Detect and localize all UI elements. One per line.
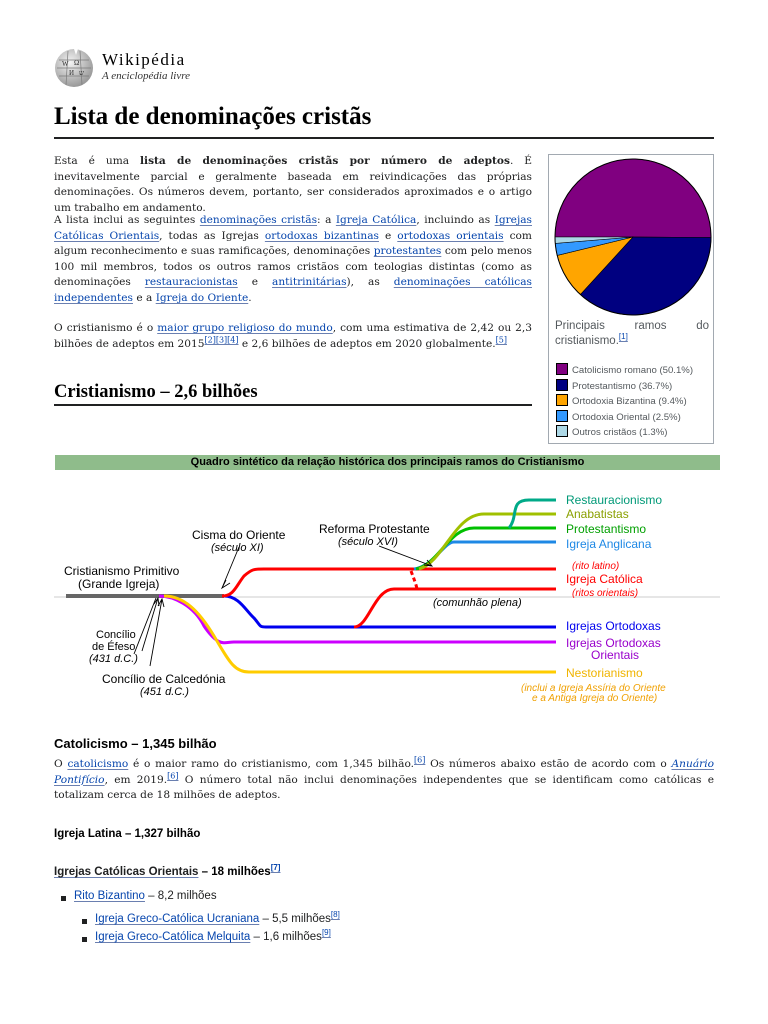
tagline: A enciclopédia livre [102, 70, 190, 82]
label-nestorianismo-note-2: e a Antiga Igreja do Oriente) [532, 693, 658, 704]
legend-item [556, 410, 681, 423]
legend-swatch [556, 363, 568, 375]
link-maior-grupo-religioso[interactable]: maior grupo religioso do mundo [157, 322, 333, 334]
infobox [548, 154, 714, 444]
label-anglicana: Igreja Anglicana [566, 537, 652, 551]
reference-6[interactable]: [6] [414, 755, 426, 765]
link-igreja-catolica[interactable]: Igreja Católica [335, 214, 417, 226]
reference-8[interactable]: [8] [330, 910, 340, 920]
legend-label: Outros cristãos (1.3%) [572, 427, 668, 438]
svg-text:Ω: Ω [74, 59, 80, 67]
legend-swatch [556, 394, 568, 406]
link-denominacoes-catolicas-independentes[interactable]: denominações católicas independentes [54, 276, 532, 304]
link-denominacoes-cristas[interactable]: denominações cristãs [199, 214, 318, 226]
label-cisma: Cisma do Oriente [192, 528, 286, 542]
reference-9[interactable]: [9] [321, 928, 331, 938]
link-rito-bizantino[interactable]: Rito Bizantino [74, 890, 145, 902]
reference-1[interactable]: [1] [618, 332, 628, 342]
label-cisma-date: (século XI) [211, 542, 264, 554]
link-antitrinitarias[interactable]: antitrinitárias [272, 276, 347, 289]
svg-text:И: И [69, 69, 75, 77]
link-anuario-pontificio[interactable]: Anuário Pontifício [54, 758, 714, 786]
link-igrejas-catolicas-orientais-heading[interactable]: Igrejas Católicas Orientais [54, 866, 199, 878]
legend-item [556, 379, 672, 392]
label-anabatistas: Anabatistas [566, 507, 629, 521]
branch-protestantismo [416, 528, 556, 569]
link-ortodoxas-orientais[interactable]: ortodoxas orientais [397, 229, 504, 242]
svg-text:ש: ש [79, 69, 84, 77]
legend-swatch [556, 410, 568, 422]
diagram-title: Quadro sintético da relação histórica dos principais ramos do Cristianismo [55, 455, 720, 470]
infobox-caption: Principais ramos do cristianismo.[1] [555, 320, 709, 347]
branch-catolica-latino [222, 569, 556, 596]
label-ortodoxas: Igrejas Ortodoxas [566, 619, 661, 633]
intro-paragraph-2: A lista inclui as seguintes denominações cristãs: a Igreja Católica, incluindo as Igrejas Católicas Orientais, todas as Igrejas ortodoxas bizantinas e ortodoxas orientais com algum reconhecimento e suas ramificações, denominações protestantes com pelo menos 100 mil membros, todos os outros ramos cristãos com teologias distintas (como as denominações restauracionistas e antitrinitárias), as denominações católicas independentes e a Igreja do Oriente. [54, 214, 532, 304]
section-heading: Cristianismo – 2,6 bilhões [54, 382, 258, 402]
legend-label: Catolicismo romano (50.1%) [572, 365, 694, 376]
branches-diagram [54, 476, 720, 708]
igrejas-catolicas-orientais-heading: Igrejas Católicas Orientais – 18 milhões[7] [54, 863, 281, 878]
link-greco-catolica-melquita[interactable]: Igreja Greco-Católica Melquita [95, 931, 251, 943]
wikipedia-globe-logo[interactable] [54, 48, 94, 88]
intro-paragraph-1: Esta é uma lista de denominações cristãs por número de adeptos. É inevitavelmente parcial e geralmente baseada em reivindicações das próprias denominações. Os números devem, portanto, ser considerados aproximados e o artigo um trabalho em andamento. [54, 155, 532, 214]
label-reforma-date: (século XVI) [338, 536, 398, 548]
page-title: Lista de denominações cristãs [54, 103, 372, 130]
intro-paragraph-3: O cristianismo é o maior grupo religioso do mundo, com uma estimativa de 2,42 ou 2,3 bilhões de adeptos em 2015[2][3][4] e 2,6 bilhões de adeptos em 2020 globalmente.[5] [54, 322, 532, 350]
pie-chart[interactable] [553, 157, 713, 317]
label-calcedonia-date: (451 d.C.) [140, 686, 189, 698]
label-ritos-orientais: (ritos orientais) [572, 588, 639, 599]
reference-6b[interactable]: [6] [167, 771, 179, 781]
title-rule [54, 137, 714, 139]
label-comunhao-plena: (comunhão plena) [433, 597, 522, 609]
link-protestantes[interactable]: protestantes [373, 245, 442, 258]
legend-label: Ortodoxia Bizantina (9.4%) [572, 396, 687, 407]
label-rito-latino: (rito latino) [572, 561, 620, 572]
list-item: Igreja Greco-Católica Melquita – 1,6 milhões[9] [82, 931, 340, 949]
legend-swatch [556, 425, 568, 437]
label-ortodoxas-orientais-2: Orientais [591, 648, 640, 662]
label-primitivo: Cristianismo Primitivo [64, 564, 180, 578]
legend-item [556, 363, 693, 376]
label-reforma: Reforma Protestante [319, 522, 430, 536]
link-igreja-do-oriente[interactable]: Igreja do Oriente [155, 291, 249, 304]
label-grande-igreja: (Grande Igreja) [78, 577, 160, 591]
link-catolicismo[interactable]: catolicismo [67, 758, 129, 770]
label-efeso-2: de Éfeso [92, 641, 136, 653]
reference-2-3-4[interactable]: [2][3][4] [204, 335, 239, 345]
list-item-rito-bizantino: Rito Bizantino – 8,2 milhões [61, 890, 217, 908]
link-ortodoxas-bizantinas[interactable]: ortodoxas bizantinas [264, 229, 379, 242]
section-rule [54, 404, 532, 406]
label-nestorianismo: Nestorianismo [566, 666, 643, 680]
link-restauracionistas[interactable]: restauracionistas [144, 276, 238, 289]
list-item: Igreja Greco-Católica Ucraniana – 5,5 milhões[8] [82, 913, 340, 931]
label-protestantismo: Protestantismo [566, 522, 647, 536]
pie-slice-0 [555, 159, 711, 237]
link-igrejas-catolicas-orientais[interactable]: Igrejas Católicas Orientais [54, 214, 532, 242]
legend-item [556, 425, 667, 438]
label-calcedonia: Concílio de Calcedónia [102, 672, 226, 686]
label-catolica: Igreja Católica [566, 572, 643, 586]
label-ortodoxas-orientais: Igrejas Ortodoxas [566, 636, 661, 650]
sub-list [82, 910, 340, 949]
catolicismo-paragraph: O catolicismo é o maior ramo do cristianismo, com 1,345 bilhão.[6] Os números abaixo estão de acordo com o Anuário Pontifício, em 2019.[6] O número total não inclui denominações independentes que se identificam como católicas e totalizam cerca de 18 milhões de adeptos. [54, 755, 714, 802]
legend-label: Ortodoxia Oriental (2.5%) [572, 411, 681, 423]
legend-label: Protestantismo (36.7%) [572, 380, 673, 392]
label-restauracionismo: Restauracionismo [566, 493, 663, 507]
catolicismo-heading: Catolicismo – 1,345 bilhão [54, 736, 217, 751]
legend-swatch [556, 379, 568, 391]
reference-5[interactable]: [5] [495, 335, 507, 345]
svg-text:W: W [62, 60, 69, 68]
legend-item [556, 394, 687, 407]
label-efeso-date: (431 d.C.) [89, 653, 138, 665]
rito-list [61, 890, 217, 908]
label-nestorianismo-note: (inclui a Igreja Assíria do Oriente [521, 683, 666, 694]
igreja-latina-heading: Igreja Latina – 1,327 bilhão [54, 828, 201, 840]
link-greco-catolica-ucraniana[interactable]: Igreja Greco-Católica Ucraniana [95, 913, 260, 925]
label-efeso: Concílio [96, 629, 136, 641]
reference-7[interactable]: [7] [270, 863, 281, 873]
wordmark: Wikipédia [102, 50, 186, 69]
